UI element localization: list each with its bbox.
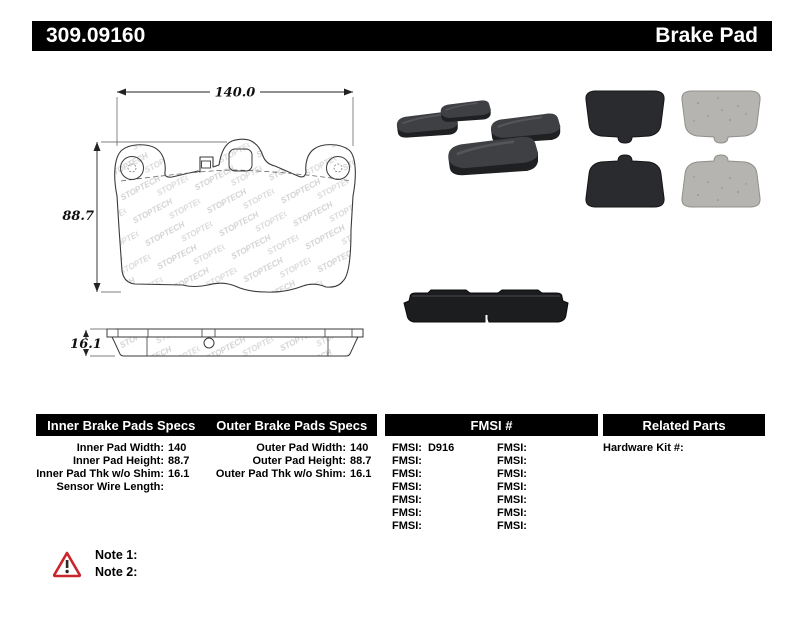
fmsi-label: FMSI: xyxy=(497,442,527,454)
pad-photo-front xyxy=(448,137,538,176)
spec-label: Inner Pad Height: xyxy=(72,455,164,467)
spec-value: 140 xyxy=(168,442,187,454)
pad-backing-bottom-left xyxy=(586,155,664,207)
spec-label: Outer Pad Thk w/o Shim: xyxy=(215,468,346,480)
spec-value: 140 xyxy=(350,442,369,454)
fmsi-label: FMSI: xyxy=(392,494,422,506)
inner-specs-table xyxy=(36,442,211,494)
fmsi-label: FMSI: xyxy=(392,442,422,454)
thickness-dimension-label: 16.1 xyxy=(70,337,102,352)
related-row xyxy=(603,442,765,455)
inner-specs-title: Inner Brake Pads Specs xyxy=(47,417,196,433)
note-label: Note 2: xyxy=(95,565,138,579)
warning-triangle-icon xyxy=(52,550,82,578)
fmsi-label: FMSI: xyxy=(497,468,527,480)
fmsi-row xyxy=(392,494,492,507)
spec-value: 16.1 xyxy=(168,468,190,480)
fmsi-row xyxy=(497,442,597,455)
note-row xyxy=(95,547,143,564)
technical-drawing xyxy=(55,78,375,378)
spec-label: Sensor Wire Length: xyxy=(56,481,164,493)
product-name: Brake Pad xyxy=(655,24,758,47)
photo-pads-perspective xyxy=(390,84,580,202)
spec-row xyxy=(36,481,211,494)
fmsi-row xyxy=(497,507,597,520)
wear-sensor-hole xyxy=(204,338,214,348)
fmsi-label: FMSI: xyxy=(497,455,527,467)
spec-row xyxy=(36,455,211,468)
spec-row xyxy=(212,442,387,455)
fmsi-label: FMSI: xyxy=(392,507,422,519)
photo-pad-set-grid xyxy=(580,82,768,216)
pad-photo-top xyxy=(441,100,491,121)
spec-value: 88.7 xyxy=(350,455,372,467)
photo-pad-edge xyxy=(400,288,572,330)
outer-specs-table xyxy=(212,442,387,481)
spec-value: 16.1 xyxy=(350,468,372,480)
fmsi-row xyxy=(392,481,492,494)
pad-friction-top-right xyxy=(682,91,760,143)
fmsi-label: FMSI: xyxy=(392,520,422,532)
outer-specs-title: Outer Brake Pads Specs xyxy=(216,417,368,433)
fmsi-row xyxy=(497,481,597,494)
note-row xyxy=(95,564,143,581)
height-dimension-label: 88.7 xyxy=(62,209,94,224)
note-label: Note 1: xyxy=(95,548,138,562)
pad-front-outline xyxy=(115,139,356,292)
fmsi-row xyxy=(497,455,597,468)
spec-label: Inner Pad Width: xyxy=(76,442,164,454)
pad-backing-top-left xyxy=(586,91,664,143)
notes-section xyxy=(95,547,143,581)
fmsi-header-bar xyxy=(385,414,598,436)
spec-row xyxy=(36,442,211,455)
fmsi-row xyxy=(392,455,492,468)
fmsi-row xyxy=(497,468,597,481)
fmsi-value: D916 xyxy=(427,442,455,454)
fmsi-label: FMSI: xyxy=(497,507,527,519)
specs-header-bar xyxy=(36,414,377,436)
pad-side-view xyxy=(107,329,363,356)
spec-value: 88.7 xyxy=(168,455,190,467)
related-parts-table xyxy=(603,442,765,455)
fmsi-label: FMSI: xyxy=(497,481,527,493)
fmsi-label: FMSI: xyxy=(392,468,422,480)
related-label: Hardware Kit #: xyxy=(603,442,684,454)
spec-label: Inner Pad Thk w/o Shim: xyxy=(36,468,164,480)
fmsi-row xyxy=(497,520,597,533)
width-dimension-label: 140.0 xyxy=(214,85,256,101)
related-parts-header-bar xyxy=(603,414,765,436)
fmsi-left-column xyxy=(392,442,492,533)
title-bar xyxy=(32,21,772,51)
fmsi-row xyxy=(392,520,492,533)
fmsi-row xyxy=(392,507,492,520)
fmsi-label: FMSI: xyxy=(392,455,422,467)
part-number: 309.09160 xyxy=(46,24,146,47)
fmsi-right-column xyxy=(497,442,597,533)
pad-friction-bottom-right xyxy=(682,155,760,207)
spec-row xyxy=(212,468,387,481)
fmsi-label: FMSI: xyxy=(392,481,422,493)
pad-edge-slot xyxy=(486,315,488,322)
fmsi-row xyxy=(392,442,492,455)
related-parts-title: Related Parts xyxy=(642,417,726,433)
spec-label: Outer Pad Height: xyxy=(252,455,346,467)
fmsi-label: FMSI: xyxy=(497,494,527,506)
spec-label: Outer Pad Width: xyxy=(256,442,346,454)
fmsi-row xyxy=(392,468,492,481)
fmsi-label: FMSI: xyxy=(497,520,527,532)
spec-row xyxy=(212,455,387,468)
fmsi-row xyxy=(497,494,597,507)
spec-row xyxy=(36,468,211,481)
fmsi-title: FMSI # xyxy=(470,417,513,433)
